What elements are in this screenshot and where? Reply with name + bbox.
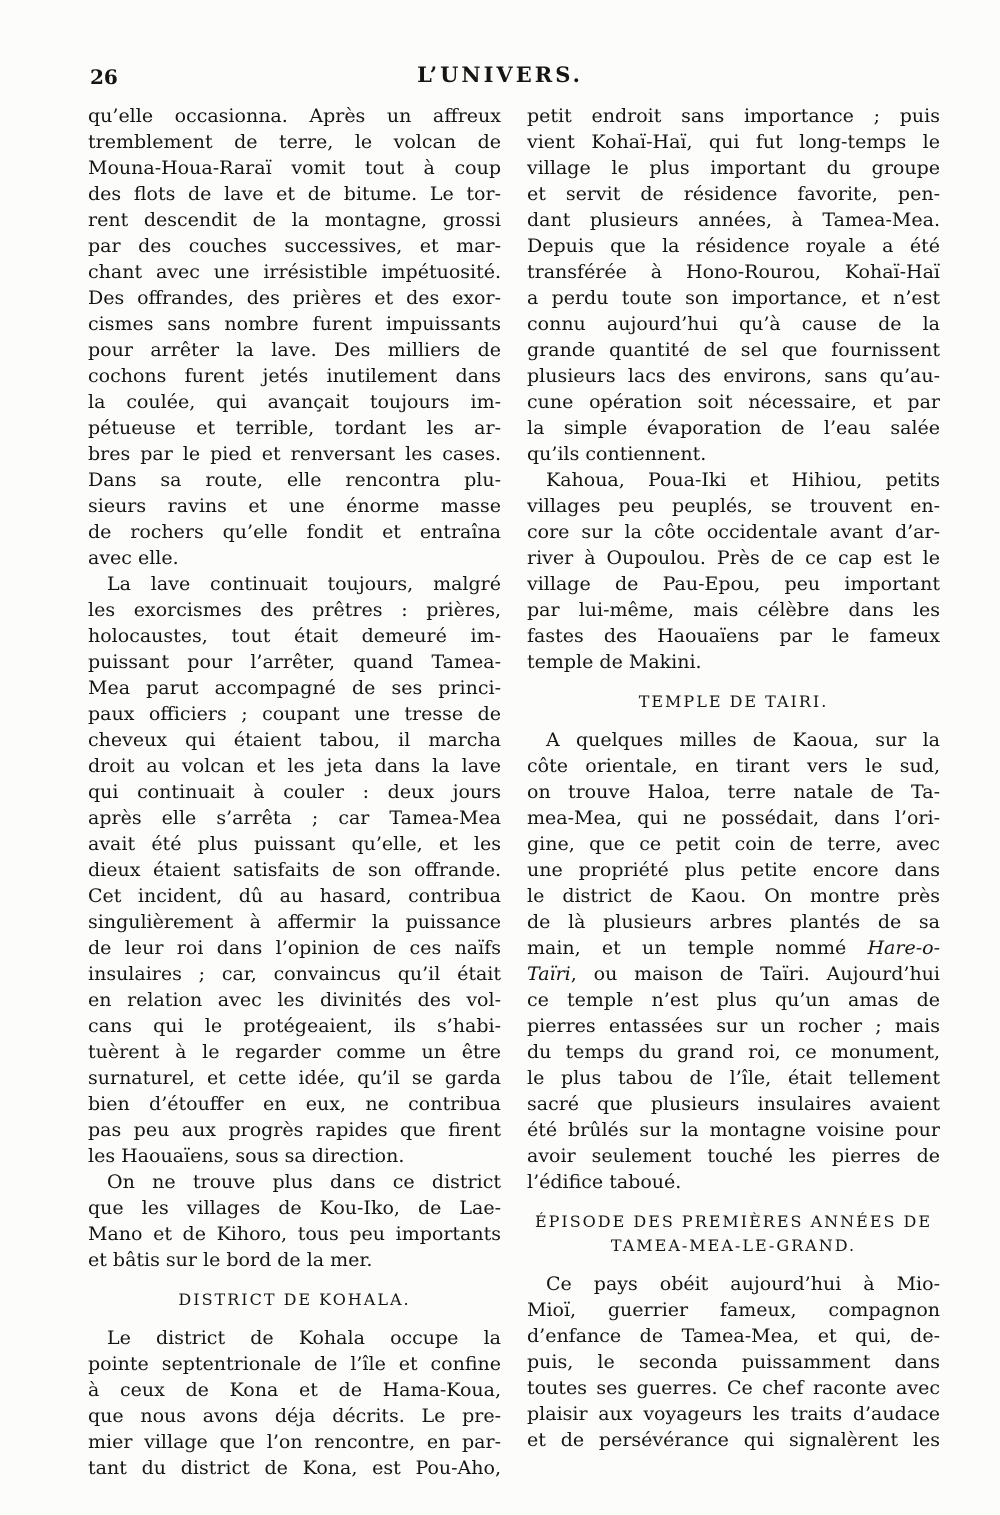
- text-line: mea-Mea, qui ne possédait, dans l’ori-: [527, 807, 940, 829]
- text-line: et de persévérance qui signalèrent les: [527, 1429, 940, 1451]
- text-line: d’enfance de Tamea-Mea, et qui, de-: [527, 1325, 940, 1347]
- text-line: par lui-même, mais célèbre dans les: [527, 599, 940, 621]
- text-line: Kahoua, Poua-Iki et Hihiou, petits: [546, 469, 940, 491]
- text-line: river à Oupoulou. Près de ce cap est le: [527, 547, 940, 569]
- text-line: droit au volcan et les jeta dans la lave: [88, 755, 501, 777]
- section-heading: [527, 1210, 940, 1258]
- text-line: le district de Kaou. On montre près: [527, 885, 940, 907]
- text-line: tant du district de Kona, est Pou-Aho,: [88, 1457, 501, 1479]
- text-line: de là plusieurs arbres plantés de sa: [527, 911, 940, 933]
- left-column: [88, 103, 501, 1481]
- text-line: gine, que ce petit coin de terre, avec: [527, 833, 940, 855]
- text-line: des flots de lave et de bitume. Le tor-: [88, 183, 501, 205]
- text-line: qu’elle occasionna. Après un affreux: [88, 105, 501, 127]
- text-line: bien d’étouffer en eux, ne contribua: [88, 1093, 501, 1115]
- text-line: Mioï, guerrier fameux, compagnon: [527, 1299, 940, 1321]
- page-number: 26: [90, 65, 118, 89]
- text-line: que nous avons déja décrits. Le pre-: [88, 1405, 501, 1427]
- text-line: village de Pau-Epou, peu important: [527, 573, 940, 595]
- text-line: chant avec une irrésistible impétuosité.: [88, 261, 501, 283]
- text-line: A quelques milles de Kaoua, sur la: [546, 729, 940, 751]
- text-line: insulaires ; car, convaincus qu’il était: [88, 963, 501, 985]
- text-line: de leur roi dans l’opinion de ces naïfs: [88, 937, 501, 959]
- text-line: Dans sa route, elle rencontra plu-: [88, 469, 501, 491]
- text-line: du temps du grand roi, ce monument,: [527, 1041, 940, 1063]
- text-line: le plus tabou de l’île, était tellement: [527, 1067, 940, 1089]
- text-line: côte orientale, en tirant vers le sud,: [527, 755, 940, 777]
- text-line: grande quantité de sel que fournissent: [527, 339, 940, 361]
- text-line: rent descendit de la montagne, grossi: [88, 209, 501, 231]
- page-header: [0, 62, 1000, 92]
- text-line: après elle s’arrêta ; car Tamea-Mea: [88, 807, 501, 829]
- paragraph: [527, 727, 940, 1195]
- text-line: vient Kohaï-Haï, qui fut long-temps le: [527, 131, 940, 153]
- text-line: ce temple n’est plus qu’un amas de: [527, 989, 940, 1011]
- section-heading-line: ÉPISODE DES PREMIÈRES ANNÉES DE: [534, 1212, 933, 1231]
- text-columns: [88, 103, 940, 1481]
- text-line: pierres entassées sur un rocher ; mais: [527, 1015, 940, 1037]
- text-line: on trouve Haloa, terre natale de Ta-: [527, 781, 940, 803]
- text-line: temple de Makini.: [527, 651, 702, 673]
- text-line: une propriété plus petite encore dans: [527, 859, 940, 881]
- text-line: Cet incident, dû au hasard, contribua: [88, 885, 501, 907]
- text-line: l’édifice taboué.: [527, 1171, 682, 1193]
- paragraph: [88, 103, 501, 571]
- text-line: de rochers qu’elle fondit et entraîna: [88, 521, 501, 543]
- text-line: Mano et de Kihoro, tous peu importants: [88, 1223, 501, 1245]
- text-line: Depuis que la résidence royale a été: [527, 235, 940, 257]
- text-line: transférée à Hono-Rourou, Kohaï-Haï: [527, 261, 940, 283]
- text-line: toutes ses guerres. Ce chef raconte avec: [527, 1377, 940, 1399]
- text-line: puissant pour l’arrêter, quand Tamea-: [88, 651, 501, 673]
- text-line: plaisir aux voyageurs les traits d’audace: [527, 1403, 940, 1425]
- text-line: cochons furent jetés inutilement dans: [88, 365, 501, 387]
- text-line: singulièrement à affermir la puissance: [88, 911, 501, 933]
- text-line: qui continuait à couler : deux jours: [88, 781, 501, 803]
- text-line: mier village que l’on rencontre, en par-: [88, 1431, 501, 1453]
- text-line: Mouna-Houa-Raraï vomit tout à coup: [88, 157, 501, 179]
- section-heading-line: TEMPLE DE TAIRI.: [638, 692, 829, 711]
- text-line: surnaturel, et cette idée, qu’il se garda: [88, 1067, 501, 1089]
- text-line: tuèrent à le regarder comme un être: [88, 1041, 501, 1063]
- text-line: tremblement de terre, le volcan de: [88, 131, 501, 153]
- text-line: sacré que plusieurs insulaires avaient: [527, 1093, 940, 1115]
- section-heading: [88, 1288, 501, 1312]
- text-line: pétueuse et terrible, tordant les ar-: [88, 417, 501, 439]
- text-line: pas peu aux progrès rapides que firent: [88, 1119, 501, 1141]
- paragraph: [527, 103, 940, 467]
- text-line: dieux étaient satisfaits de son offrande.: [88, 859, 501, 881]
- text-line: que les villages de Kou-Iko, de Lae-: [88, 1197, 501, 1219]
- text-line: villages peu peuplés, se trouvent en-: [527, 495, 940, 517]
- text-line: cheveux qui étaient tabou, il marcha: [88, 729, 501, 751]
- text-line: bres par le pied et renversant les cases.: [88, 443, 501, 465]
- text-line: holocaustes, tout était demeuré im-: [88, 625, 501, 647]
- text-line: puis, le seconda puissamment dans: [527, 1351, 940, 1373]
- paragraph: [88, 1325, 501, 1481]
- text-line: qu’ils contiennent.: [527, 443, 707, 465]
- section-heading-line: TAMEA-MEA-LE-GRAND.: [610, 1236, 857, 1255]
- text-line: fastes des Haouaïens par le fameux: [527, 625, 940, 647]
- text-line: avoir seulement touché les pierres de: [527, 1145, 940, 1167]
- text-line: cans qui le protégeaient, ils s’habi-: [88, 1015, 501, 1037]
- text-line: dant plusieurs années, à Tamea-Mea.: [527, 209, 940, 231]
- text-line: et servit de résidence favorite, pen-: [527, 183, 940, 205]
- text-line: cune opération soit nécessaire, et par: [527, 391, 940, 413]
- text-line: La lave continuait toujours, malgré: [107, 573, 501, 595]
- text-line: les exorcismes des prêtres : prières,: [88, 599, 501, 621]
- text-line: par des couches successives, et mar-: [88, 235, 501, 257]
- text-line: les Haouaïens, sous sa direction.: [88, 1145, 405, 1167]
- section-heading-line: DISTRICT DE KOHALA.: [178, 1290, 411, 1309]
- text-line: Des offrandes, des prières et des exor-: [88, 287, 501, 309]
- text-line: core sur la côte occidentale avant d’ar-: [527, 521, 940, 543]
- text-line: avait été plus puissant qu’elle, et les: [88, 833, 501, 855]
- text-line: et bâtis sur le bord de la mer.: [88, 1249, 373, 1271]
- paragraph: [527, 467, 940, 675]
- text-line: Taïri, ou maison de Taïri. Aujourd’hui: [527, 963, 940, 985]
- text-line: paux officiers ; coupant une tresse de: [88, 703, 501, 725]
- text-line: pointe septentrionale de l’île et confine: [88, 1353, 501, 1375]
- text-line: petit endroit sans importance ; puis: [527, 105, 940, 127]
- text-line: la coulée, qui avançait toujours im-: [88, 391, 501, 413]
- paragraph: [527, 1271, 940, 1453]
- section-heading: [527, 690, 940, 714]
- text-line: pour arrêter la lave. Des milliers de: [88, 339, 501, 361]
- text-line: sieurs ravins et une énorme masse: [88, 495, 501, 517]
- text-line: été brûlés sur la montagne voisine pour: [527, 1119, 940, 1141]
- text-line: cismes sans nombre furent impuissants: [88, 313, 501, 335]
- text-line: plusieurs lacs des environs, sans qu’au-: [527, 365, 940, 387]
- text-line: main, et un temple nommé Hare-o-: [527, 937, 940, 959]
- text-line: à ceux de Kona et de Hama-Koua,: [88, 1379, 501, 1401]
- text-line: a perdu toute son importance, et n’est: [527, 287, 940, 309]
- text-line: Mea parut accompagné de ses princi-: [88, 677, 501, 699]
- text-line: la simple évaporation de l’eau salée: [527, 417, 940, 439]
- text-line: On ne trouve plus dans ce district: [107, 1171, 501, 1193]
- running-title: L’UNIVERS.: [417, 62, 583, 87]
- text-line: Le district de Kohala occupe la: [107, 1327, 501, 1349]
- right-column: [527, 103, 940, 1481]
- text-line: connu aujourd’hui qu’à cause de la: [527, 313, 940, 335]
- text-line: en relation avec les divinités des vol-: [88, 989, 501, 1011]
- paragraph: [88, 1169, 501, 1273]
- paragraph: [88, 571, 501, 1169]
- text-line: village le plus important du groupe: [527, 157, 940, 179]
- text-line: Ce pays obéit aujourd’hui à Mio-: [546, 1273, 940, 1295]
- text-line: avec elle.: [88, 547, 179, 569]
